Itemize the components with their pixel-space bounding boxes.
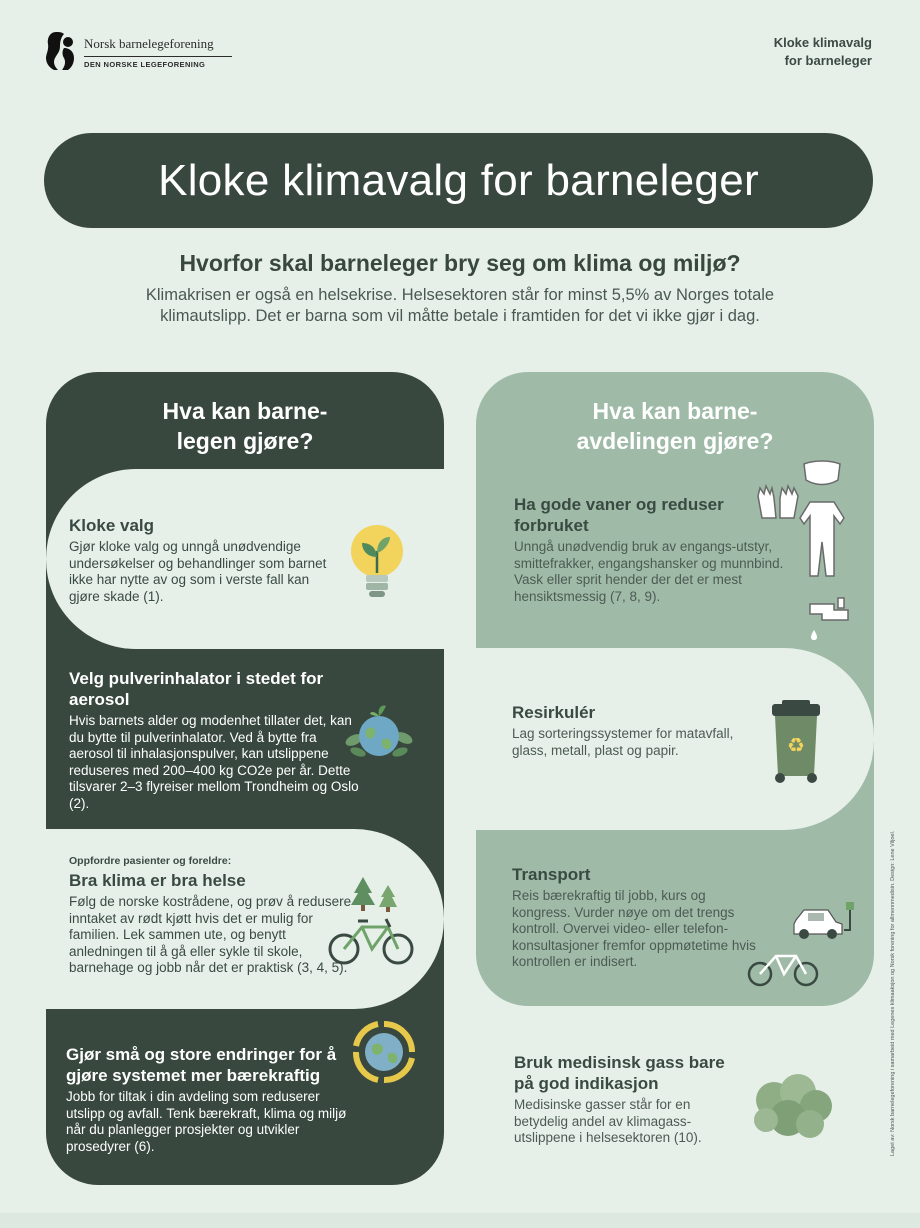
card-title: Ha gode vaner og reduser forbruket [514, 495, 724, 535]
doctor-column-title-line2: legen gjøre? [176, 428, 314, 454]
department-column-title-line1: Hva kan barne- [592, 398, 758, 424]
credit-line [890, 768, 902, 1156]
card-powder-inhaler [46, 666, 444, 826]
card-good-climate-health [46, 829, 444, 1009]
gas-cloud-icon [748, 1070, 838, 1142]
svg-text:♻: ♻ [787, 733, 805, 757]
recycle-globe-icon [350, 1018, 418, 1086]
corner-title-line2: for barneleger [784, 53, 872, 68]
card-text: Hvis barnets alder og modenhet tillater det, kan du bytte til pulverinhalator. Ved å bytte fra aerosol til inhalasjonspulver, kan utslippene reduseres med 200–400 kg CO2e per år. Dette tilsvarer 2–3 flyreiser mellom Trondheim og Oslo (2). [69, 713, 359, 811]
organization-logo [44, 28, 234, 72]
corner-title-line1: Kloke klimavalg [773, 35, 872, 50]
organization-name: Norsk barnelegeforening [84, 36, 214, 51]
bottom-strip [0, 1213, 920, 1228]
electric-car-bicycle-icon [746, 900, 856, 990]
organization-subtitle: DEN NORSKE LEGEFORENING [84, 60, 206, 69]
card-transport [512, 864, 762, 971]
doctor-column [46, 372, 444, 1185]
card-text: Lag sorteringssystemer for matavfall, glass, metall, plast og papir. [512, 726, 734, 758]
card-text: Gjør kloke valg og unngå unødvendige undersøkelser og behandlinger som barnet ikke har nytte av og som i verste fall kan gjøre skade (1). [69, 539, 327, 604]
intro-section [0, 250, 920, 327]
trees-bicycle-icon [328, 873, 418, 969]
lightbulb-plant-icon [344, 521, 410, 603]
department-column-title-line2: avdelingen gjøre? [576, 428, 774, 454]
card-title: Transport [512, 865, 591, 884]
doctor-column-title [46, 396, 444, 456]
card-title: Gjør små og store endringer for å gjøre systemet mer bærekraftig [66, 1045, 337, 1085]
card-wise-choices [46, 469, 444, 649]
logo-divider [84, 56, 232, 57]
card-title: Kloke valg [69, 516, 155, 535]
intro-text: Klimakrisen er også en helsekrise. Helsesektoren står for minst 5,5% av Norges totale klimautslipp. Det er barna som vil måtte betale i framtiden for det vi ikke gjør i dag. [145, 286, 775, 325]
department-column [476, 372, 874, 1006]
globe-leaves-icon [344, 700, 414, 762]
recycling-bin-icon [768, 698, 824, 786]
page-title: Kloke klimavalg for barneleger [158, 155, 759, 205]
doctor-column-title-line1: Hva kan barne- [162, 398, 328, 424]
card-text: Unngå unødvendig bruk av engangs-utstyr, smittefrakker, engangshansker og munnbind. Vask eller sprit hender der det er mest hensiktsmessig (7, 8, 9). [514, 539, 784, 604]
intro-heading: Hvorfor skal barneleger bry seg om klima og miljø? [179, 250, 741, 276]
card-title: Resirkulér [512, 703, 596, 722]
card-text: Medisinske gasser står for en betydelig andel av klimagass-utslippene i helsesektoren (10). [514, 1097, 702, 1145]
card-kicker: Oppfordre pasienter og foreldre: [69, 855, 232, 867]
card-medical-gas [476, 1006, 874, 1186]
card-system-changes [46, 1012, 444, 1182]
card-good-habits [514, 494, 784, 605]
mother-child-logo-icon [44, 28, 78, 72]
card-title: Velg pulverinhalator i stedet for aerosol [69, 669, 324, 709]
card-text: Jobb for tiltak i din avdeling som reduserer utslipp og avfall. Tenk bærekraft, klima og miljø når du planlegger prosjekter og utvikler prosedyrer (6). [66, 1089, 347, 1154]
credit-text: Laget av: Norsk barnelegeforening i samarbeid med Legenes klimaaksjon og Norsk forening for allmennmedisin. Design: Lene Viljoel. [890, 830, 896, 1156]
corner-title [774, 34, 872, 70]
title-banner [44, 133, 873, 228]
department-column-title [476, 396, 874, 456]
card-title: Bruk medisinsk gass bare på god indikasjon [514, 1053, 725, 1093]
ppe-icon [752, 458, 862, 644]
card-text: Reis bærekraftig til jobb, kurs og kongress. Vurder nøye om det trengs kontroll. Overvei video- eller telefon-konsultasjoner fremfor oppmøtetime hvis kontrollen er indisert. [512, 888, 756, 969]
card-text: Følg de norske kostrådene, og prøv å redusere inntaket av rødt kjøtt hvis det er mulig for familien. Lek sammen ute, og benytt anledningen til å gå eller sykle til skole, barnehage og jobb når det er praktisk (3, 4, 5). [69, 894, 352, 975]
card-recycle [476, 648, 874, 830]
card-title: Bra klima er bra helse [69, 871, 246, 890]
